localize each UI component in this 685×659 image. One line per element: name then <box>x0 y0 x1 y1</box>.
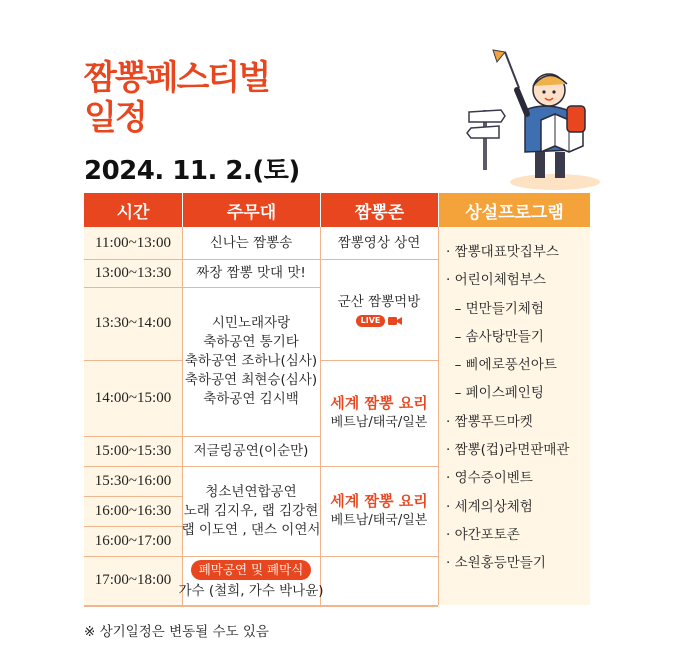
time-cell: 15:30~16:00 <box>94 472 172 489</box>
list-item: · 세계의상체험 <box>446 498 533 515</box>
live-badge <box>356 315 403 327</box>
program-list <box>446 238 569 578</box>
zone-subtitle: 베트남/태국/일본 <box>330 415 428 430</box>
main-stage-text: 짜장 짬뽕 맛대 맛! <box>196 264 306 281</box>
live-label: LIVE <box>356 315 386 327</box>
main-stage-cell <box>182 436 320 466</box>
page-title: 짬뽕페스티벌 <box>84 58 270 98</box>
zone-cell <box>320 259 438 360</box>
time-cell: 11:00~13:00 <box>95 234 171 251</box>
zone-cell <box>320 360 438 466</box>
zone-text: 군산 짬뽕먹방 <box>337 293 421 310</box>
list-item: – 면만들기체험 <box>446 300 544 317</box>
zone-text: 짬뽕영상 상연 <box>337 234 421 251</box>
list-item: · 영수증이벤트 <box>446 470 533 487</box>
main-stage-cell <box>182 259 320 287</box>
header-programs: 상설프로그램 <box>438 193 590 227</box>
signpost-icon <box>467 110 505 170</box>
list-item: · 짬뽕대표맛집부스 <box>446 244 559 260</box>
main-stage-text: 시민노래자랑 <box>211 315 291 331</box>
main-stage-cell <box>182 466 320 556</box>
list-item: · 짬뽕푸드마켓 <box>446 413 533 430</box>
header-time: 시간 <box>84 193 182 227</box>
list-item: – 페이스페인팅 <box>446 385 544 402</box>
list-item: · 소원홍등만들기 <box>446 555 546 572</box>
zone-cell <box>320 466 438 556</box>
time-cell: 13:30~14:00 <box>94 315 172 331</box>
event-date: 2024. 11. 2.(토) <box>84 156 300 186</box>
main-stage-text: 청소년연합공연 <box>205 483 297 500</box>
main-stage-text: 축하공연 김시백 <box>203 391 299 407</box>
time-cell: 13:00~13:30 <box>94 264 172 281</box>
main-stage-text: 축하공연 최현승(심사) <box>184 372 318 388</box>
main-stage-cell <box>182 287 320 436</box>
closing-ceremony-badge: 폐막공연 및 폐막식 <box>191 560 312 580</box>
footnote: ※ 상기일정은 변동될 수도 있음 <box>84 624 269 640</box>
time-cell: 14:00~15:00 <box>94 389 172 406</box>
zone-subtitle: 베트남/태국/일본 <box>330 513 428 528</box>
zone-title: 세계 짬뽕 요리 <box>330 492 428 510</box>
zone-cell <box>320 227 438 259</box>
header-zone: 짬뽕존 <box>320 193 438 227</box>
list-item: · 야간포토존 <box>446 526 520 543</box>
list-item: – 삐에로풍선아트 <box>446 357 557 374</box>
zone-title: 세계 짬뽕 요리 <box>330 394 428 412</box>
camera-icon <box>388 316 402 326</box>
hiker-with-map-illustration <box>455 40 605 190</box>
main-stage-cell <box>178 556 324 605</box>
time-cell: 15:00~15:30 <box>94 442 172 459</box>
main-stage-cell <box>182 227 320 259</box>
page-title-line2: 일정 <box>84 98 146 138</box>
main-stage-text: 신나는 짬뽕송 <box>209 234 293 251</box>
list-item: – 솜사탕만들기 <box>446 328 544 345</box>
main-stage-text: 랩 이도연 , 댄스 이연서 <box>181 521 321 538</box>
time-cell: 16:00~16:30 <box>94 502 172 519</box>
main-stage-text: 축하공연 통기타 <box>203 334 299 350</box>
list-item: · 어린이체험부스 <box>446 272 546 289</box>
time-cell: 17:00~18:00 <box>94 572 172 588</box>
main-stage-text: 축하공연 조하나(심사) <box>184 353 318 369</box>
time-cell: 16:00~17:00 <box>94 532 172 549</box>
flag-icon <box>493 50 519 88</box>
main-stage-text: 가수 (철희, 가수 박나윤) <box>178 583 324 599</box>
header-main-stage: 주무대 <box>182 193 320 227</box>
main-stage-text: 저글링공연(이순만) <box>193 442 309 459</box>
list-item: · 짬뽕(컵)라면판매관 <box>446 442 570 459</box>
main-stage-text: 노래 김지우, 랩 김강현 <box>183 502 319 519</box>
